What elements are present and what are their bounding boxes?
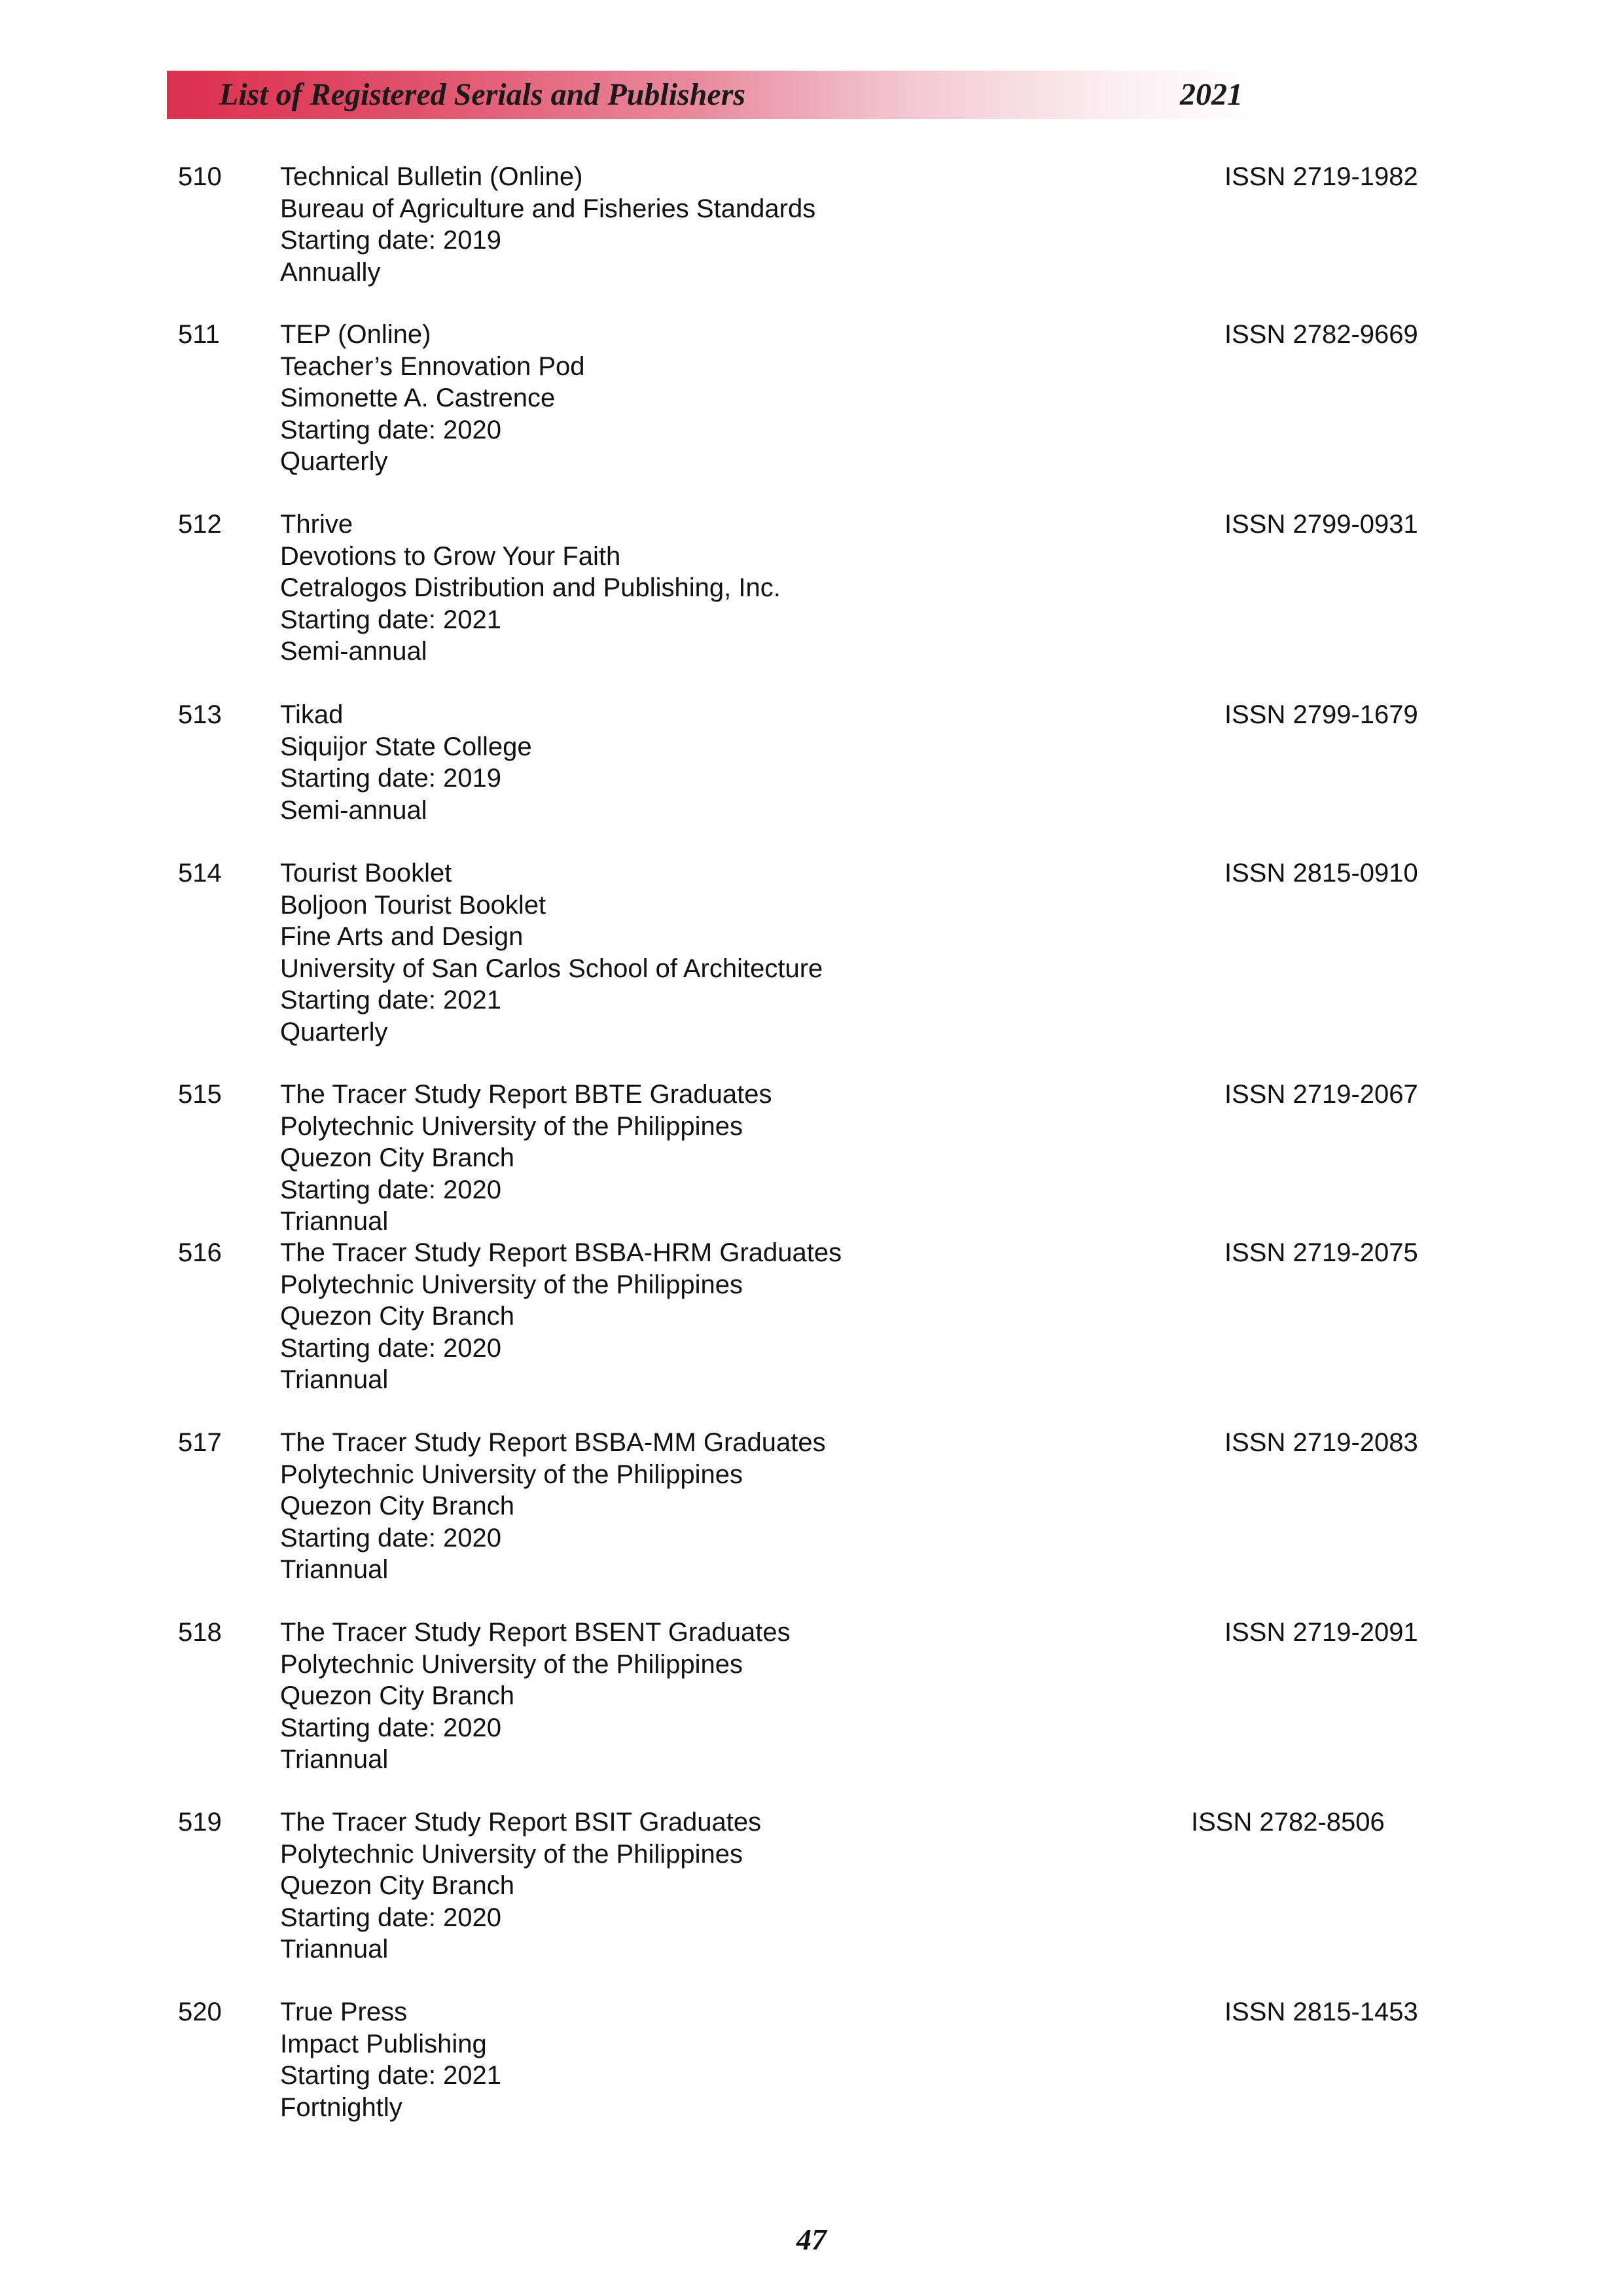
entry-frequency: Fortnightly bbox=[280, 2092, 402, 2122]
entry-starting-date: Starting date: 2021 bbox=[280, 605, 502, 634]
entry-title: True Press bbox=[280, 1998, 408, 2026]
entry-issn: ISSN 2719-2075 bbox=[1224, 1238, 1418, 1267]
entry-number: 513 bbox=[178, 700, 222, 729]
entry-frequency: Triannual bbox=[280, 1555, 389, 1584]
entry-publisher: Siquijor State College bbox=[280, 732, 532, 761]
entry-publisher: Polytechnic University of the Philippines bbox=[280, 1839, 743, 1869]
entry-issn: ISSN 2782-8506 bbox=[1191, 1808, 1385, 1837]
entry-branch: Quezon City Branch bbox=[280, 1492, 514, 1520]
entry-number: 512 bbox=[178, 510, 222, 539]
entry-details bbox=[280, 857, 823, 1048]
entry-frequency: Triannual bbox=[280, 1745, 389, 1774]
entry-publisher: Polytechnic University of the Philippines bbox=[280, 1111, 743, 1141]
entry-publisher: Cetralogos Distribution and Publishing, Inc. bbox=[280, 573, 781, 602]
entry-frequency: Quarterly bbox=[280, 1017, 388, 1047]
entry-frequency: Triannual bbox=[280, 1207, 389, 1236]
entry-department: Fine Arts and Design bbox=[280, 922, 524, 951]
entry-branch: Quezon City Branch bbox=[280, 1681, 514, 1710]
entry-number: 514 bbox=[178, 859, 222, 888]
entry-branch: Quezon City Branch bbox=[280, 1302, 514, 1331]
entry-title: The Tracer Study Report BBTE Graduates bbox=[280, 1080, 772, 1109]
entry-starting-date: Starting date: 2019 bbox=[280, 764, 502, 793]
entry-details bbox=[280, 1996, 501, 2123]
header-year: 2021 bbox=[1180, 77, 1243, 112]
entry-starting-date: Starting date: 2021 bbox=[280, 2061, 502, 2090]
entry-publisher: Simonette A. Castrence bbox=[280, 384, 556, 412]
entry-details bbox=[280, 161, 815, 288]
entry-number: 518 bbox=[178, 1618, 222, 1647]
entry-frequency: Triannual bbox=[280, 1935, 389, 1964]
entry-issn: ISSN 2719-2067 bbox=[1224, 1080, 1418, 1109]
page-number: 47 bbox=[796, 2223, 827, 2256]
entry-branch: Quezon City Branch bbox=[280, 1871, 514, 1900]
entry-title: Tourist Booklet bbox=[280, 859, 452, 888]
entry-number: 520 bbox=[178, 1998, 222, 2026]
entry-starting-date: Starting date: 2020 bbox=[280, 1523, 502, 1552]
entry-issn: ISSN 2815-0910 bbox=[1224, 859, 1418, 888]
entry-title: The Tracer Study Report BSBA-MM Graduates bbox=[280, 1428, 826, 1457]
entry-starting-date: Starting date: 2020 bbox=[280, 415, 502, 444]
entry-issn: ISSN 2799-0931 bbox=[1224, 510, 1418, 539]
entry-title: The Tracer Study Report BSIT Graduates bbox=[280, 1808, 762, 1837]
entry-frequency: Semi-annual bbox=[280, 637, 427, 666]
entry-issn: ISSN 2719-2083 bbox=[1224, 1428, 1418, 1457]
entry-publisher: Polytechnic University of the Philippines bbox=[280, 1460, 743, 1489]
entry-subtitle: Teacher’s Ennovation Pod bbox=[280, 351, 585, 381]
entry-frequency: Semi-annual bbox=[280, 795, 427, 825]
entry-issn: ISSN 2815-1453 bbox=[1224, 1998, 1418, 2026]
entry-publisher: University of San Carlos School of Architecture bbox=[280, 954, 823, 983]
entry-subtitle: Devotions to Grow Your Faith bbox=[280, 541, 621, 571]
entry-frequency: Quarterly bbox=[280, 447, 388, 476]
entry-number: 511 bbox=[178, 320, 220, 349]
entry-details bbox=[280, 699, 532, 826]
entry-starting-date: Starting date: 2021 bbox=[280, 986, 502, 1014]
entry-details bbox=[280, 1806, 761, 1965]
entry-details bbox=[280, 1237, 842, 1396]
entry-branch: Quezon City Branch bbox=[280, 1143, 514, 1172]
entry-details bbox=[280, 509, 781, 668]
entry-starting-date: Starting date: 2020 bbox=[280, 1713, 502, 1742]
entry-publisher: Polytechnic University of the Philippines bbox=[280, 1649, 743, 1679]
page-header bbox=[167, 71, 1270, 119]
entry-number: 519 bbox=[178, 1808, 222, 1837]
entry-number: 516 bbox=[178, 1238, 222, 1267]
entry-number: 517 bbox=[178, 1428, 222, 1457]
entry-title: Technical Bulletin (Online) bbox=[280, 162, 583, 191]
entry-publisher: Bureau of Agriculture and Fisheries Standards bbox=[280, 194, 816, 223]
entry-title: Thrive bbox=[280, 510, 353, 539]
entry-number: 515 bbox=[178, 1080, 222, 1109]
entry-title: Tikad bbox=[280, 700, 344, 729]
entry-issn: ISSN 2799-1679 bbox=[1224, 700, 1418, 729]
entry-publisher: Impact Publishing bbox=[280, 2029, 487, 2058]
entry-issn: ISSN 2719-2091 bbox=[1224, 1618, 1418, 1647]
entry-starting-date: Starting date: 2019 bbox=[280, 226, 502, 255]
entry-title: TEP (Online) bbox=[280, 320, 431, 349]
header-title: List of Registered Serials and Publishers bbox=[219, 77, 746, 112]
entry-title: The Tracer Study Report BSBA-HRM Graduates bbox=[280, 1238, 842, 1267]
entry-issn: ISSN 2719-1982 bbox=[1224, 162, 1418, 191]
entry-frequency: Annually bbox=[280, 257, 381, 287]
entry-title: The Tracer Study Report BSENT Graduates bbox=[280, 1618, 791, 1647]
entry-subtitle: Boljoon Tourist Booklet bbox=[280, 890, 546, 920]
entry-details bbox=[280, 1427, 826, 1586]
entry-starting-date: Starting date: 2020 bbox=[280, 1903, 502, 1932]
entry-starting-date: Starting date: 2020 bbox=[280, 1333, 502, 1363]
entry-issn: ISSN 2782-9669 bbox=[1224, 320, 1418, 349]
entry-details bbox=[280, 1079, 772, 1238]
entry-starting-date: Starting date: 2020 bbox=[280, 1175, 502, 1204]
entry-details bbox=[280, 319, 585, 478]
entry-number: 510 bbox=[178, 162, 222, 191]
entry-publisher: Polytechnic University of the Philippines bbox=[280, 1270, 743, 1299]
entry-details bbox=[280, 1617, 791, 1776]
entry-frequency: Triannual bbox=[280, 1365, 389, 1394]
